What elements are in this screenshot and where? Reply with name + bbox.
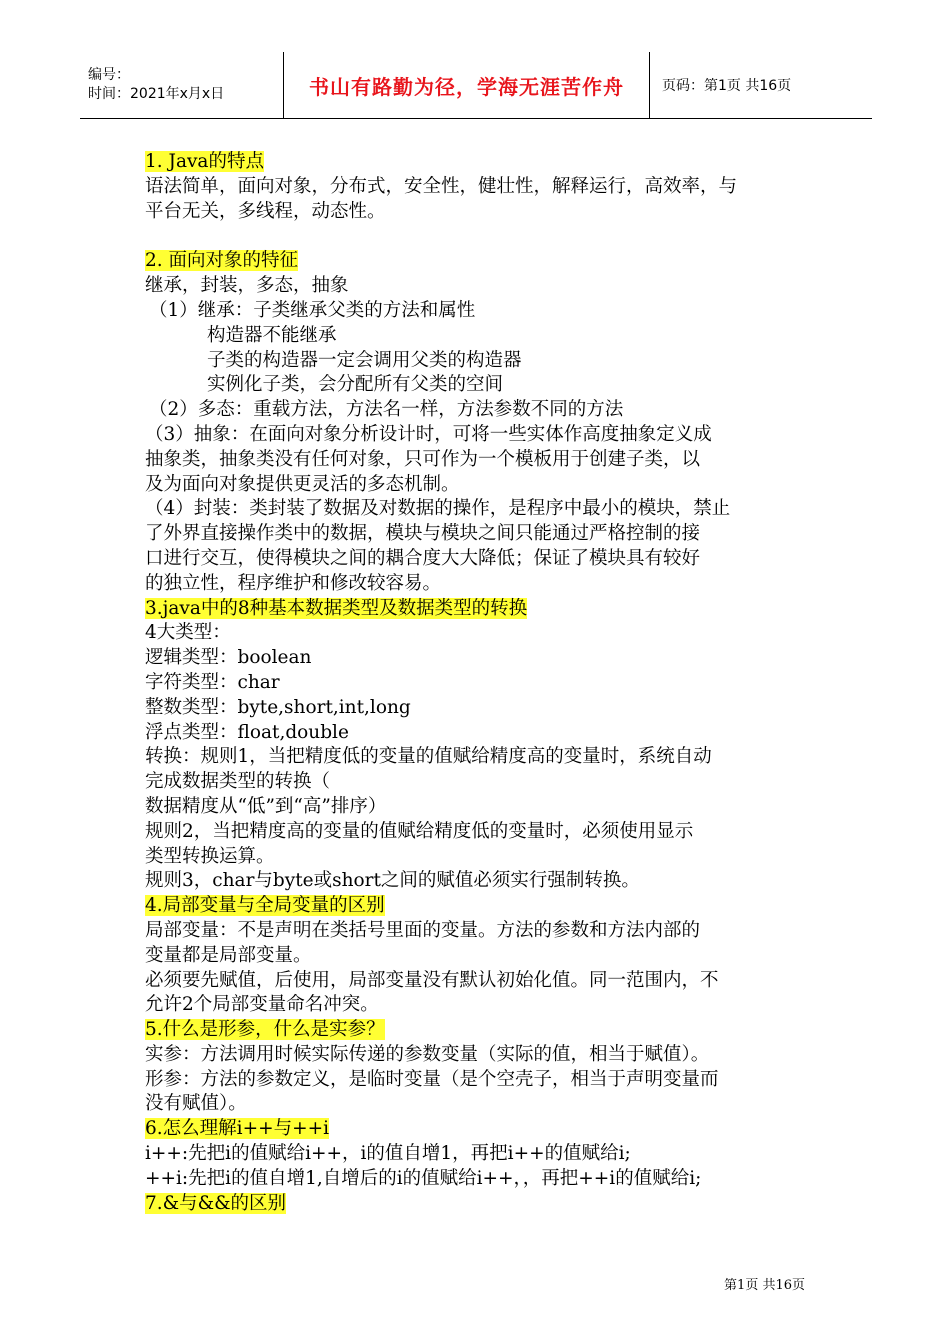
document-number-label: 编号： bbox=[88, 67, 130, 83]
section-3-text: 4大类型： bbox=[145, 622, 231, 644]
section-2-text: （1）继承：子类继承父类的方法和属性 bbox=[149, 299, 476, 321]
section-3-text: 类型转换运算。 bbox=[145, 845, 275, 867]
section-2-title: 2. 面向对象的特征 bbox=[145, 250, 299, 272]
section-2-text: 继承，封装，多态，抽象 bbox=[145, 275, 349, 297]
section-2-text: 子类的构造器一定会调用父类的构造器 bbox=[207, 349, 522, 371]
section-3-text: 整数类型：byte,short,int,long bbox=[145, 696, 411, 718]
section-5-text: 实参：方法调用时候实际传递的参数变量（实际的值，相当于赋值）。 bbox=[145, 1043, 710, 1065]
section-3-text: 规则2，当把精度高的变量的值赋给精度低的变量时，必须使用显示 bbox=[145, 820, 694, 842]
section-5-text: 形参：方法的参数定义，是临时变量（是个空壳子，相当于声明变量而 bbox=[145, 1068, 719, 1090]
document-time-label: 时间：2021年x月x日 bbox=[88, 86, 225, 102]
section-7-title: 7.&与&&的区别 bbox=[145, 1192, 287, 1214]
section-3-text: 逻辑类型：boolean bbox=[145, 647, 312, 669]
section-3-text: 转换：规则1，当把精度低的变量的值赋给精度高的变量时，系统自动 bbox=[145, 746, 712, 768]
section-4-text: 变量都是局部变量。 bbox=[145, 944, 312, 966]
section-4-text: 必须要先赋值，后使用，局部变量没有默认初始化值。同一范围内，不 bbox=[145, 969, 719, 991]
header-meta bbox=[80, 52, 283, 118]
section-2-text: 口进行交互，使得模块之间的耦合度大大降低；保证了模块具有较好 bbox=[145, 547, 701, 569]
section-2-text: 的独立性，程序维护和修改较容易。 bbox=[145, 572, 442, 594]
section-2-text: 抽象类，抽象类没有任何对象，只可作为一个模板用于创建子类，以 bbox=[145, 448, 701, 470]
section-1-text: 平台无关，多线程，动态性。 bbox=[145, 200, 386, 222]
section-6-title: 6.怎么理解i++与++i bbox=[145, 1118, 329, 1140]
section-1-text: 语法简单，面向对象，分布式，安全性，健壮性，解释运行，高效率，与 bbox=[145, 175, 738, 197]
section-2-text: （4）封装：类封装了数据及对数据的操作，是程序中最小的模块，禁止 bbox=[145, 498, 731, 520]
section-3-text: 浮点类型：float,double bbox=[145, 721, 349, 743]
header-page-info bbox=[650, 52, 872, 118]
section-3-text: 数据精度从“低”到“高”排序） bbox=[145, 795, 387, 817]
section-2-text: （2）多态：重载方法，方法名一样，方法参数不同的方法 bbox=[149, 399, 624, 421]
section-6-text: ++i:先把i的值自增1,自增后的i的值赋给i++，，再把++i的值赋给i; bbox=[145, 1167, 702, 1189]
section-2-text: 实例化子类，会分配所有父类的空间 bbox=[207, 374, 504, 396]
section-1-title: 1. Java的特点 bbox=[145, 151, 264, 172]
section-2-text: 构造器不能继承 bbox=[207, 324, 337, 346]
section-3-text: 规则3，char与byte或short之间的赋值必须实行强制转换。 bbox=[145, 870, 640, 892]
section-3-text: 完成数据类型的转换（ bbox=[145, 771, 331, 793]
blank-line bbox=[145, 224, 813, 249]
section-2-text: （3）抽象：在面向对象分析设计时，可将一些实体作高度抽象定义成 bbox=[145, 423, 712, 445]
section-2-text: 了外界直接操作类中的数据，模块与模块之间只能通过严格控制的接 bbox=[145, 523, 701, 545]
section-5-text: 没有赋值）。 bbox=[145, 1093, 247, 1115]
header-page-number: 页码：第1页 共16页 bbox=[662, 78, 792, 94]
section-3-text: 字符类型：char bbox=[145, 671, 280, 693]
document-body bbox=[145, 150, 813, 1216]
page-header bbox=[80, 52, 872, 119]
section-4-text: 允许2个局部变量命名冲突。 bbox=[145, 994, 379, 1016]
section-5-title: 5.什么是形参，什么是实参？ bbox=[145, 1019, 385, 1041]
section-4-text: 局部变量：不是声明在类括号里面的变量。方法的参数和方法内部的 bbox=[145, 919, 701, 941]
section-6-text: i++:先把i的值赋给i++，i的值自增1，再把i++的值赋给i; bbox=[145, 1143, 631, 1165]
header-motto-cell bbox=[283, 52, 650, 118]
page-footer: 第1页 共16页 bbox=[724, 1278, 805, 1293]
section-3-title: 3.java中的8种基本数据类型及数据类型的转换 bbox=[145, 597, 528, 619]
header-motto: 书山有路勤为径，学海无涯苦作舟 bbox=[309, 74, 624, 99]
section-4-title: 4.局部变量与全局变量的区别 bbox=[145, 895, 385, 917]
section-2-text: 及为面向对象提供更灵活的多态机制。 bbox=[145, 473, 460, 495]
